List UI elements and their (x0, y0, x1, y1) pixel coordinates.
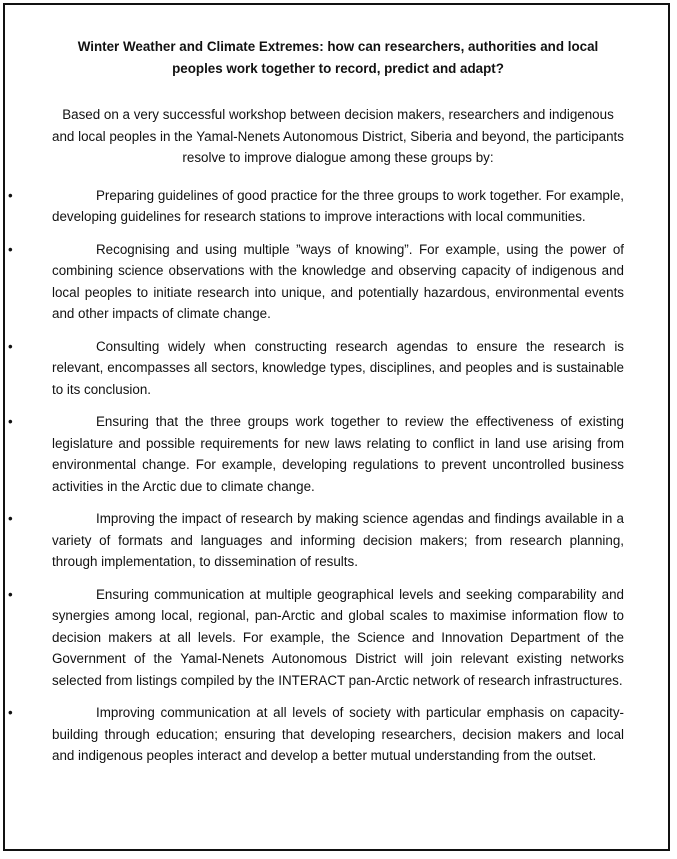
list-item-text: Consulting widely when constructing research agendas to ensure the research is relevant, encompasses all sectors, knowledge types, disciplines, and peoples and is sustainable to its conclusion. (52, 338, 624, 397)
bullet-icon: • (8, 241, 13, 257)
intro-paragraph: Based on a very successful workshop between decision makers, researchers and indigenous and local peoples in the Yamal-Nenets Autonomous District, Siberia and beyond, the participants resolve to improve dialogue among these groups by: (52, 107, 624, 165)
list-item-text: Ensuring communication at multiple geographical levels and seeking comparability and synergies among local, regional, pan-Arctic and global scales to maximise information flow to decision makers at all levels. For example, the Science and Innovation Department of the Government of the Yamal-Nenets Autonomous District will join relevant existing networks selected from listings compiled by the INTERACT pan-Arctic network of research infrastructures. (52, 586, 624, 688)
bullet-icon: • (8, 187, 13, 203)
bullet-icon: • (8, 586, 13, 602)
bullet-list (8, 185, 624, 767)
list-item (8, 508, 624, 573)
list-item (8, 336, 624, 401)
list-item (8, 584, 624, 692)
list-item-text: Preparing guidelines of good practice for the three groups to work together. For example, developing guidelines for research stations to improve interactions with local communities. (52, 187, 624, 224)
list-item (8, 185, 624, 228)
document-body (8, 36, 624, 778)
document-title: Winter Weather and Climate Extremes: how can researchers, authorities and local peoples work together to record, predict and adapt? (77, 39, 599, 76)
list-item-text: Recognising and using multiple ”ways of knowing”. For example, using the power of combining science observations with the knowledge and observing capacity of indigenous and local peoples to initiate research into unique, and potentially hazardous, environmental events and other impacts of climate change. (52, 241, 624, 321)
list-item (8, 702, 624, 767)
list-item-text: Ensuring that the three groups work together to review the effectiveness of existing legislature and possible requirements for new laws relating to conflict in land use arising from environmental change. For example, developing regulations to prevent uncontrolled business activities in the Arctic due to climate change. (52, 414, 624, 494)
list-item (8, 411, 624, 497)
bullet-icon: • (8, 511, 13, 526)
bullet-icon: • (8, 414, 13, 429)
bullet-icon: • (8, 705, 13, 720)
bullet-icon: • (8, 338, 13, 354)
list-item (8, 239, 624, 325)
list-item-text: Improving communication at all levels of society with particular emphasis on capacity-building through education; ensuring that developing researchers, decision makers and local and indigenous peoples interact and develop a better mutual understanding from the outset. (52, 705, 624, 763)
list-item-text: Improving the impact of research by making science agendas and findings available in a variety of formats and languages and informing decision makers; from research planning, through implementation, to dissemination of results. (52, 511, 624, 569)
